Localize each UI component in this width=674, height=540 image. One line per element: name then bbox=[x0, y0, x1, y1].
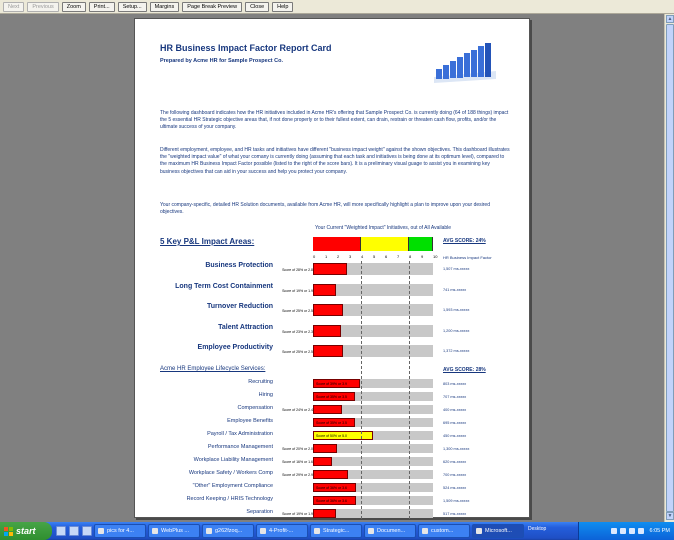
score-track bbox=[282, 405, 433, 414]
scale-tick-label: 3 bbox=[349, 254, 352, 259]
lifecycle-label: Record Keeping / HRIS Technology bbox=[186, 496, 273, 502]
lifecycle-label: Workplace Safety / Workers Comp bbox=[188, 470, 273, 476]
score-bar bbox=[313, 431, 373, 440]
scale-segment-green bbox=[409, 237, 433, 251]
threshold-line bbox=[361, 261, 362, 519]
lifecycle-label: Performance Management bbox=[207, 444, 273, 450]
score-bar-label: Score of 36% or 3.6 bbox=[316, 499, 347, 503]
score-bar-label: Score of 25% or 2.5 bbox=[282, 309, 313, 313]
score-bar-label: Score of 35% or 3.5 bbox=[316, 395, 347, 399]
lifecycle-label: Payroll / Tax Administration bbox=[207, 431, 273, 437]
scale-tick-label: 7 bbox=[397, 254, 400, 259]
taskbar-task[interactable]: Documen... bbox=[364, 524, 416, 538]
score-track bbox=[313, 496, 433, 505]
score-bar bbox=[282, 405, 342, 414]
score-bar bbox=[282, 470, 348, 479]
score-bar-label: Score of 23% or 2.3 bbox=[282, 329, 313, 334]
scale-color-bar bbox=[313, 237, 433, 251]
score-bar bbox=[282, 444, 337, 453]
max-impact-value: 620 ms-xxxxx bbox=[443, 459, 467, 464]
scroll-down-icon[interactable]: ▼ bbox=[667, 513, 673, 519]
toolbar-button-previous[interactable]: Previous bbox=[27, 2, 58, 12]
score-bar-label: Score of 19% or 1.9 bbox=[282, 512, 313, 516]
quick-launch bbox=[56, 526, 92, 536]
max-impact-value: 803 ms-xxxxx bbox=[443, 381, 467, 386]
score-bar-label: Score of 39% or 3.9 bbox=[316, 382, 347, 386]
score-bar bbox=[282, 263, 347, 275]
scale-tick-label: 4 bbox=[361, 254, 364, 259]
max-impact-value: 400 ms-xxxxx bbox=[443, 407, 467, 412]
report-page bbox=[134, 18, 530, 518]
taskbar-task[interactable]: WebPlus ... bbox=[148, 524, 200, 538]
media-icon[interactable] bbox=[82, 526, 92, 536]
scale-tick-label: 10 bbox=[433, 254, 438, 259]
max-impact-value: 1,372 ms-xxxxx bbox=[443, 349, 470, 353]
score-bar-label: Score of 36% or 3.6 bbox=[316, 486, 347, 490]
key_areas-label: Business Protection bbox=[205, 262, 273, 269]
score-bar-label: Score of 29% or 2.9 bbox=[282, 473, 313, 477]
max-impact-value: 1,300 ms-xxxxx bbox=[443, 446, 470, 451]
score-bar-label: Score of 35% or 3.5 bbox=[316, 421, 347, 425]
report-title: HR Business Impact Factor Report Card bbox=[160, 43, 332, 53]
taskbar-task[interactable]: Microsoft... bbox=[472, 524, 524, 538]
toolbar-button-close[interactable]: Close bbox=[245, 2, 269, 12]
key_areas-label: Long Term Cost Containment bbox=[175, 282, 273, 290]
start-button[interactable] bbox=[0, 522, 52, 540]
max-impact-value: 741 ms-xxxxx bbox=[443, 287, 467, 292]
score-bar bbox=[313, 392, 355, 401]
start-label: start bbox=[16, 526, 36, 536]
max-impact-value: 695 ms-xxxxx bbox=[443, 420, 467, 425]
scale-tick-label: 0 bbox=[313, 254, 316, 259]
score-bar bbox=[282, 457, 332, 466]
score-track bbox=[282, 284, 433, 296]
score-bar-label: Score of 19% or 1.9 bbox=[282, 288, 313, 293]
score-track bbox=[313, 418, 433, 427]
key_areas-label: Employee Productivity bbox=[197, 344, 273, 351]
avg-score-lifecycle: AVG SCORE: 28% bbox=[443, 367, 486, 373]
tray-icon[interactable] bbox=[611, 528, 617, 534]
score-track bbox=[313, 431, 433, 440]
max-impact-value: 1,200 ms-xxxxx bbox=[443, 328, 470, 333]
max-impact-value: 450 ms-xxxxx bbox=[443, 433, 467, 438]
task-buttons bbox=[92, 524, 524, 538]
tray-icon[interactable] bbox=[638, 528, 644, 534]
score-track bbox=[282, 345, 433, 357]
scale-segment-yellow bbox=[361, 237, 409, 251]
report-subtitle: Prepared by Acme HR for Sample Prospect Co. bbox=[160, 58, 283, 64]
toolbar-button-help[interactable]: Help bbox=[272, 2, 293, 12]
toolbar-button-next[interactable]: Next bbox=[3, 2, 24, 12]
max-impact-value: 707 ms-xxxxx bbox=[443, 394, 467, 399]
key_areas-label: Turnover Reduction bbox=[207, 303, 273, 310]
lifecycle-label: Employee Benefits bbox=[227, 418, 273, 424]
lifecycle-label: "Other" Employment Compliance bbox=[192, 483, 273, 489]
taskbar-task[interactable]: Strategic... bbox=[310, 524, 362, 538]
taskbar-task[interactable]: custom... bbox=[418, 524, 470, 538]
folder-icon[interactable] bbox=[69, 526, 79, 536]
toolbar-button-zoom[interactable]: Zoom bbox=[62, 2, 86, 12]
score-bar bbox=[282, 304, 343, 316]
max-impact-value: 700 ms-xxxxx bbox=[443, 472, 467, 477]
taskbar-task[interactable]: g262fzoq... bbox=[202, 524, 254, 538]
max-impact-value: 1,509 ms-xxxxx bbox=[443, 498, 470, 503]
toolbar-button-setup[interactable]: Setup... bbox=[118, 2, 147, 12]
chart-header: Your Current "Weighted Impact" Initiatives, out of All Available bbox=[315, 225, 452, 231]
avg-score-key-areas: AVG SCORE: 24% bbox=[443, 238, 486, 244]
threshold-line bbox=[409, 261, 410, 519]
score-bar bbox=[313, 379, 360, 388]
lifecycle-title: Acme HR Employee Lifecycle Services: bbox=[160, 366, 266, 372]
score-bar-label: Score of 16% or 1.6 bbox=[282, 460, 313, 464]
toolbar-button-margins[interactable]: Margins bbox=[150, 2, 180, 12]
taskbar-task[interactable]: pics for 4... bbox=[94, 524, 146, 538]
score-track bbox=[313, 483, 433, 492]
score-track bbox=[282, 325, 433, 337]
score-bar bbox=[282, 509, 336, 518]
scale-ticks bbox=[309, 254, 437, 261]
preview-viewport bbox=[0, 14, 664, 522]
score-bar bbox=[313, 418, 355, 427]
intro-paragraph-1: The following dashboard indicates how the HR initiatives included in Acme HR's offering that Sample Prospect Co. is currently doing (64 of 188 things) impact the 5 essential HR Strategic objective areas that, if not done properly or to their fullest extent, can drain, restrain or threaten cash flow, profits, and/or the ultimate success of your company. bbox=[160, 110, 509, 131]
scale-tick-label: 2 bbox=[337, 254, 340, 259]
taskbar bbox=[0, 522, 674, 540]
lifecycle-label: Workplace Liability Management bbox=[193, 457, 273, 463]
lifecycle-label: Recruiting bbox=[248, 379, 273, 385]
scale-tick-label: 8 bbox=[409, 254, 412, 259]
score-bar-label: Score of 50% or 5.0 bbox=[316, 434, 347, 438]
score-bar bbox=[313, 496, 356, 505]
lifecycle-label: Hiring bbox=[258, 392, 273, 398]
score-track bbox=[282, 304, 433, 316]
scale-tick-label: 6 bbox=[385, 254, 388, 259]
scroll-thumb[interactable] bbox=[666, 24, 674, 512]
score-bar-label: Score of 24% or 2.4 bbox=[282, 408, 313, 412]
score-track bbox=[282, 509, 433, 518]
max-impact-value: 1,593 ms-xxxxx bbox=[443, 308, 470, 312]
vertical-scrollbar[interactable] bbox=[664, 14, 674, 522]
tray-icon[interactable] bbox=[629, 528, 635, 534]
scroll-up-icon[interactable]: ▲ bbox=[667, 16, 673, 22]
max-impact-value: 1,507 ms-xxxxx bbox=[443, 267, 470, 271]
lifecycle-label: Separation bbox=[246, 509, 273, 515]
score-track bbox=[282, 470, 433, 479]
toolbar-button-page-break-preview[interactable]: Page Break Preview bbox=[182, 2, 242, 12]
key-areas-title: 5 Key P&L Impact Areas: bbox=[160, 237, 255, 246]
score-bar bbox=[313, 483, 356, 492]
hr-factor-label: HR Business Impact Factor bbox=[443, 255, 492, 260]
key_areas-label: Talent Attraction bbox=[218, 323, 273, 331]
lifecycle-label: Compensation bbox=[237, 405, 273, 411]
score-bar-label: Score of 25% or 2.5 bbox=[282, 350, 313, 354]
max-impact-value: 517 ms-xxxxx bbox=[443, 511, 467, 516]
print-preview-toolbar bbox=[0, 0, 674, 14]
score-bar bbox=[282, 325, 341, 337]
tray-icon[interactable] bbox=[620, 528, 626, 534]
score-bar-label: Score of 28% or 2.8 bbox=[282, 268, 313, 272]
system-tray bbox=[578, 522, 674, 540]
score-track bbox=[313, 379, 433, 388]
max-impact-value: 524 ms-xxxxx bbox=[443, 485, 467, 490]
score-bar bbox=[282, 284, 336, 296]
scale-tick-label: 9 bbox=[421, 254, 424, 259]
clock: 6:05 PM bbox=[649, 528, 670, 534]
score-track bbox=[282, 263, 433, 275]
toolbar-button-print[interactable]: Print... bbox=[89, 2, 115, 12]
taskbar-task[interactable]: 4-Profit-... bbox=[256, 524, 308, 538]
chart-logo-icon bbox=[430, 41, 500, 85]
windows-flag-icon bbox=[4, 527, 13, 536]
desktop-toolbar-label[interactable]: Desktop bbox=[528, 526, 547, 532]
scale-segment-red bbox=[313, 237, 361, 251]
intro-paragraph-2: Different employment, employee, and HR tasks and initiatives have different "business impact weight" against the shown objectives. This dashboard illustrates the "weighted impact value" of what your comany is currently doing (assuming that each task and initiatives is being done at its optimum level), compared to the maximum HR Business Impact Factor possible (listed to the right of the score bars). It is a preliminary visual guage to assist you in examining key business objectives that can aid in your success and help you protect your company. bbox=[160, 147, 510, 175]
score-bar-label: Score of 20% or 2.0 bbox=[282, 447, 313, 451]
score-track bbox=[313, 392, 433, 401]
intro-paragraph-3: Your company-specific, detailed HR Solution documents, available from Acme HR, will more specifically highlight a plan to improve upon your desired objectives. bbox=[160, 202, 490, 216]
score-bar bbox=[282, 345, 343, 357]
ie-icon[interactable] bbox=[56, 526, 66, 536]
scale-tick-label: 5 bbox=[373, 254, 376, 259]
scale-tick-label: 1 bbox=[325, 254, 328, 259]
score-track bbox=[282, 457, 433, 466]
score-track bbox=[282, 444, 433, 453]
